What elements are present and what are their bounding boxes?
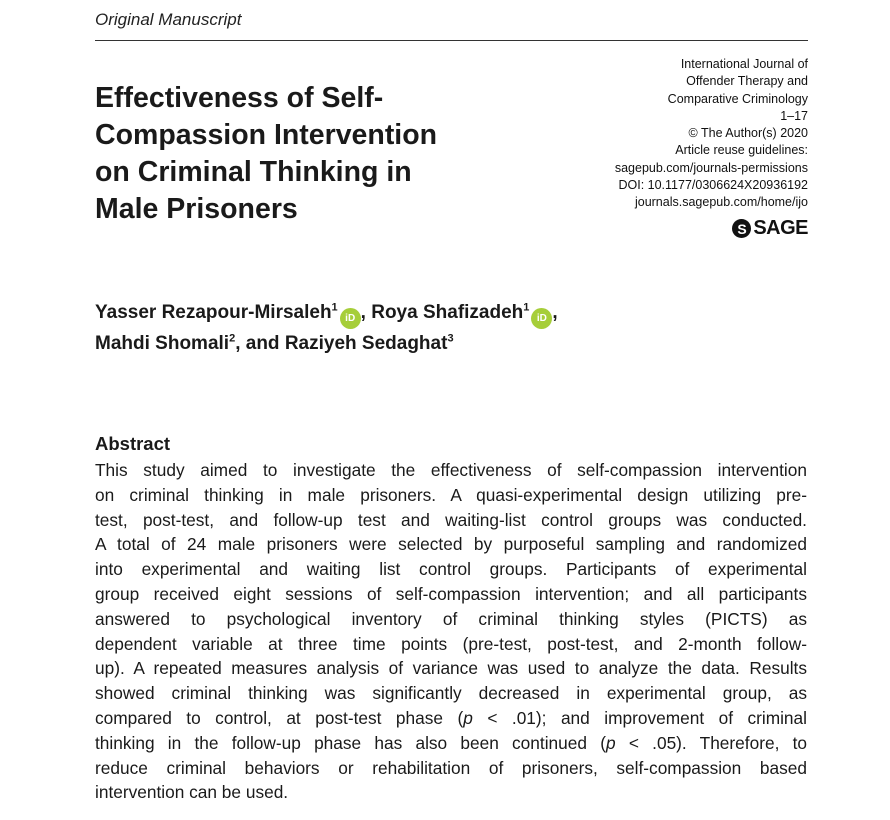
section-label: Original Manuscript [95, 10, 242, 29]
abstract-line: test, post-test, and follow-up test and waiting-list control groups was conducted. [95, 509, 807, 530]
author-name: Roya Shafizadeh [371, 302, 524, 323]
abstract-line: This study aimed to investigate the effectiveness of self-compassion intervention [95, 460, 807, 480]
affiliation-number: 1 [523, 301, 530, 314]
abstract-line: thinking in the follow-up phase has also been continued (p < .05). Therefore, to [95, 732, 807, 753]
publisher-logo [732, 217, 808, 240]
p-value-symbol: p [463, 707, 473, 728]
reuse-guidelines-label: Article reuse guidelines: [675, 143, 808, 158]
publisher-logo-text: SAGE [753, 217, 808, 239]
abstract-line: reduce criminal behaviors or rehabilitation of prisoners, self-compassion based [95, 757, 807, 778]
author [95, 302, 366, 323]
abstract-body [95, 458, 807, 805]
abstract-heading: Abstract [95, 433, 171, 454]
abstract-line: answered to psychological inventory of criminal thinking styles (PICTS) as [95, 608, 807, 629]
copyright: © The Author(s) 2020 [688, 126, 808, 141]
journal-name-line: Offender Therapy and [686, 74, 808, 89]
title-line: Effectiveness of Self- [95, 82, 384, 114]
author [285, 333, 454, 354]
affiliation-number: 3 [447, 332, 454, 345]
author-separator: , [552, 302, 558, 323]
abstract-line: up). A repeated measures analysis of variance was used to analyze the data. Results [95, 658, 807, 679]
permissions-link[interactable]: sagepub.com/journals-permissions [614, 160, 808, 175]
abstract-line: showed criminal thinking was significantly decreased in experimental group, as [95, 683, 807, 704]
author [95, 333, 280, 354]
journal-name-line: International Journal of [680, 57, 808, 71]
author-name: Raziyeh Sedaghat [284, 333, 448, 354]
abstract-line: on criminal thinking in male prisoners. A quasi-experimental design utilizing pre- [95, 484, 807, 505]
orcid-icon[interactable]: iD [340, 308, 361, 329]
abstract-line: into experimental and waiting list control groups. Participants of experimental [95, 559, 807, 580]
abstract-line: dependent variable at three time points (pre-test, post-test, and 2-month follow- [95, 633, 807, 654]
abstract-line: intervention can be used. [95, 782, 289, 803]
author-name: Mahdi Shomali [95, 333, 230, 354]
author-separator: , [360, 302, 366, 323]
journal-metadata [488, 56, 808, 212]
journal-home-link[interactable]: journals.sagepub.com/home/ijo [634, 195, 808, 210]
header-rule [95, 40, 808, 41]
author-list [95, 298, 810, 358]
title-line: Male Prisoners [95, 193, 298, 225]
sage-badge-icon: S [732, 219, 751, 238]
orcid-icon[interactable]: iD [531, 308, 552, 329]
abstract-line: group received eight sessions of self-compassion intervention; and all participants [95, 583, 807, 604]
author-separator: , and [235, 333, 280, 354]
p-value-symbol: p [605, 732, 616, 753]
affiliation-number: 2 [229, 332, 236, 345]
title-line: Compassion Intervention [95, 119, 438, 151]
abstract-line: compared to control, at post-test phase (p < .01); and improvement of criminal [95, 707, 807, 728]
abstract-line: A total of 24 male prisoners were selected by purposeful sampling and randomized [95, 534, 807, 555]
title-line: on Criminal Thinking in [95, 156, 412, 188]
author [371, 302, 557, 323]
author-name: Yasser Rezapour-Mirsaleh [95, 302, 332, 323]
affiliation-number: 1 [331, 301, 338, 314]
journal-name-line: Comparative Criminology [667, 91, 808, 106]
article-title [95, 80, 515, 228]
doi-link[interactable]: DOI: 10.1177/0306624X20936192 [618, 178, 808, 193]
page-range: 1–17 [780, 108, 808, 123]
